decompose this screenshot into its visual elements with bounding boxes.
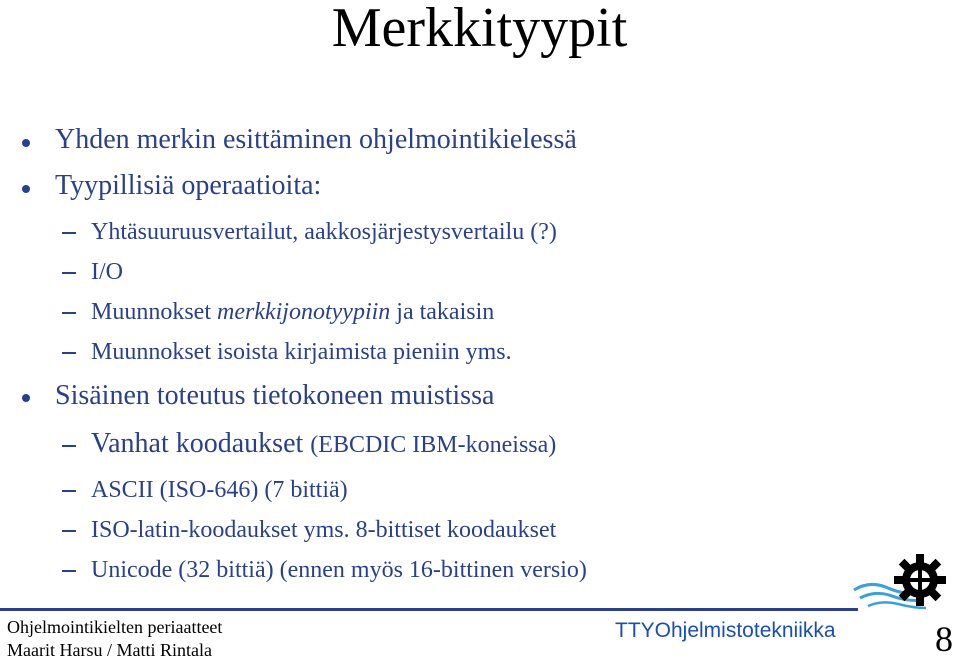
bullet-item: Sisäinen toteutus tietokoneen muistissa [55, 380, 495, 411]
sub-item: I/O [91, 259, 123, 285]
sub-item: ISO-latin-koodaukset yms. 8-bittiset koodaukset [91, 517, 557, 543]
sub-item-italic: merkkijonotyypiin [217, 299, 391, 325]
dash-icon [62, 445, 76, 447]
university-gear-logo-icon [852, 550, 952, 620]
footer-org: TTYOhjelmistotekniikka [615, 619, 836, 642]
slide-title: Merkkityypit [331, 0, 628, 59]
footer-divider [0, 608, 858, 611]
dash-icon [62, 312, 76, 314]
sub-item-text: (EBCDIC IBM-koneissa) [310, 432, 557, 458]
sub-item: Yhtäsuuruusvertailut, aakkosjärjestysvertailu (?) [91, 219, 557, 245]
sub-item: ASCII (ISO-646) (7 bittiä) [91, 477, 348, 503]
footer-authors: Maarit Harsu / Matti Rintala [7, 640, 212, 660]
bullet-dot-icon [22, 185, 30, 193]
dash-icon [62, 232, 76, 234]
dash-icon [62, 272, 76, 274]
dash-icon [62, 530, 76, 532]
footer-course: Ohjelmointikielten periaatteet [7, 617, 223, 637]
page-number: 8 [935, 619, 953, 659]
bullet-item: Yhden merkin esittäminen ohjelmointikielessä [55, 124, 577, 155]
bullet-dot-icon [22, 394, 30, 402]
dash-icon [62, 490, 76, 492]
sub-item-text: Vanhat koodaukset [91, 428, 311, 459]
sub-item [91, 298, 494, 326]
dash-icon [62, 352, 76, 354]
bullet-item: Tyypillisiä operaatioita: [55, 170, 322, 201]
sub-item: Unicode (32 bittiä) (ennen myös 16-bittinen versio) [91, 557, 587, 583]
sub-item-text: Muunnokset [91, 299, 217, 325]
sub-item: Muunnokset isoista kirjaimista pieniin yms. [91, 339, 512, 365]
dash-icon [62, 570, 76, 572]
sub-item [91, 428, 556, 461]
bullet-dot-icon [22, 139, 30, 147]
sub-item-text: ja takaisin [390, 299, 495, 325]
